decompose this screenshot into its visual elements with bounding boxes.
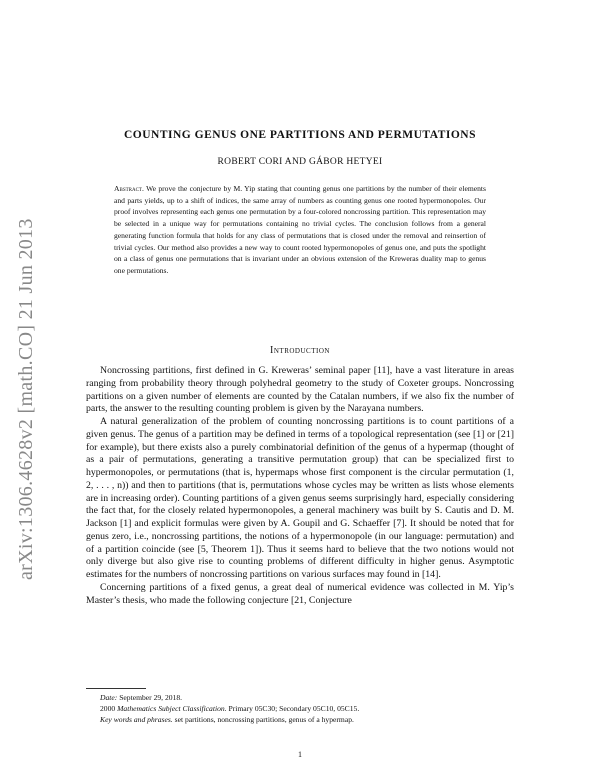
footnote-msc: [86, 703, 514, 714]
abstract-text: We prove the conjecture by M. Yip stating that counting genus one partitions by the number of their elements and parts yields, up to a shift of indices, the same array of numbers as counting genus one rooted hypermonopoles. Our proof involves representing each genus one permutation by a four-colored noncrossing partition. This representation may be selected in a unique way for permutations containing no trivial cycles. The conclusion follows from a general generating function formula that holds for any class of permutations that is closed under the removal and reinsertion of trivial cycles. Our method also provides a new way to count rooted hypermonopoles of genus one, and puts the spotlight on a class of genus one permutations that is invariant under an obvious extension of the Kreweras duality map to genus one permutations.: [114, 184, 486, 275]
msc-year: 2000: [100, 704, 116, 713]
footnotes: [86, 692, 514, 725]
keywords-label: Key words and phrases.: [100, 715, 173, 724]
paper-title: COUNTING GENUS ONE PARTITIONS AND PERMUTATIONS: [124, 129, 476, 141]
paragraph-2: A natural generalization of the problem of counting noncrossing partitions is to count partitions of a given genus. The genus of a partition may be defined in terms of a topological representation (see [1] or [21] for example), but there exists also a purely combinatorial definition of the genus of a hypermap (thought of as a pair of permutations, generating a transitive permutation group) that can be specialized first to hypermonopoles, or permutations (that is, hypermaps whose first component is the circular permutation (1, 2, . . . , n)) and then to partitions (that is, permutations whose cycles may be written as lists whose elements are in increasing order). Counting partitions of a given genus seems surprisingly hard, especially considering the fact that, for the closely related hypermonopoles, a general machinery was built by S. Cautis and D. M. Jackson [1] and explicit formulas were given by A. Goupil and G. Schaeffer [7]. It should be noted that for genus zero, i.e., noncrossing partitions, the notions of a hypermonopole (in our language: permutation) and of a partition coincide (see [5, Theorem 1]). Thus it seems hard to believe that the two notions would not only diverge but also give rise to counting problems of different difficulty in higher genus. Asymptotic estimates for the numbers of noncrossing partitions on various surfaces may found in [14].: [86, 416, 514, 580]
keywords-value: set partitions, noncrossing partitions, genus of a hypermap.: [174, 715, 354, 724]
footnote-date: [86, 692, 514, 703]
footnote-rule: [86, 688, 146, 689]
abstract: [114, 183, 486, 277]
msc-label: Mathematics Subject Classification.: [117, 704, 227, 713]
paragraph-3: Concerning partitions of a fixed genus, a great deal of numerical evidence was collected in M. Yip’s Master’s thesis, who made the following conjecture [21, Conjecture: [86, 581, 514, 606]
paragraph-1: Noncrossing partitions, first defined in G. Kreweras’ seminal paper [11], have a vast literature in areas ranging from probability theory through polyhedral geometry to the study of Coxeter groups. Noncrossing partitions on a given number of elements are counted by the Catalan numbers, if we also fix the number of parts, the answer to the resulting counting problem is given by the Narayana numbers.: [86, 365, 514, 415]
section-title-introduction: Introduction: [270, 345, 330, 356]
page-number: 1: [298, 750, 302, 759]
paper-authors: ROBERT CORI AND GÁBOR HETYEI: [217, 157, 383, 167]
introduction-body: [86, 365, 514, 607]
msc-value: Primary 05C30; Secondary 05C10, 05C15.: [228, 704, 360, 713]
date-value: September 29, 2018.: [119, 693, 183, 702]
abstract-heading: Abstract.: [114, 184, 144, 193]
footnote-keywords: [86, 714, 514, 725]
date-label: Date:: [100, 693, 118, 702]
arxiv-identifier: arXiv:1306.4628v2 [math.CO] 21 Jun 2013: [15, 218, 37, 580]
